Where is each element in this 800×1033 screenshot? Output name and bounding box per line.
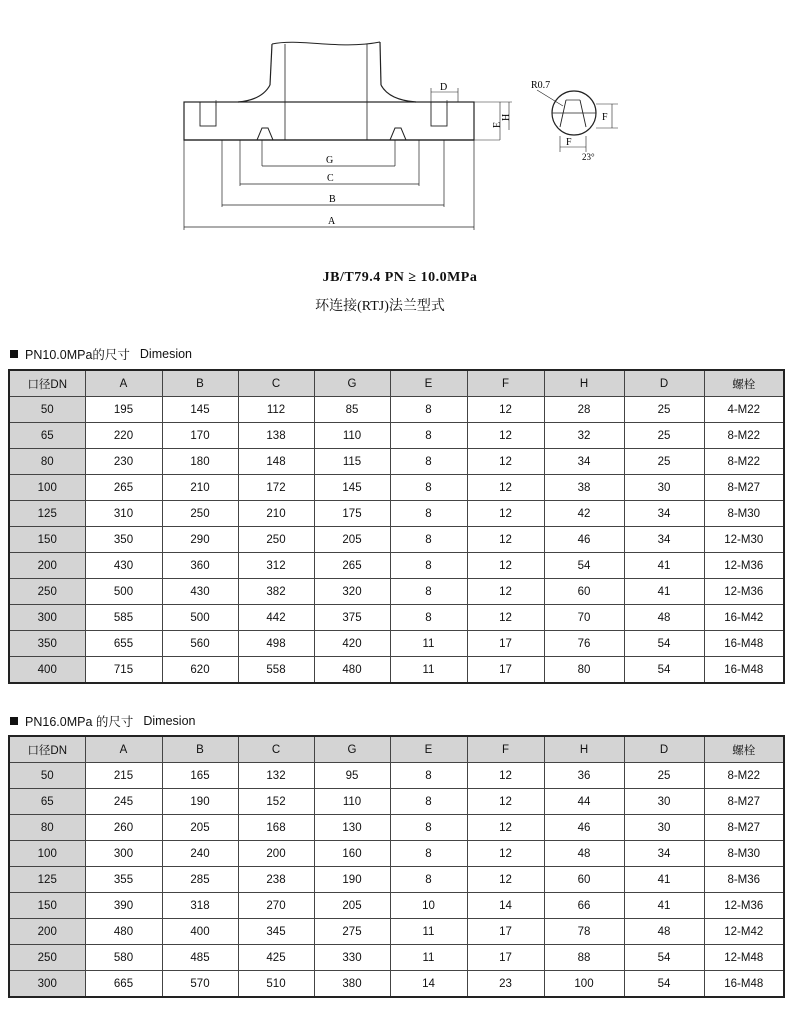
table-cell: 420 [314, 631, 390, 657]
table-cell: 34 [544, 449, 624, 475]
table-cell: 245 [85, 789, 162, 815]
table-cell: 160 [314, 841, 390, 867]
table-cell: 11 [390, 919, 467, 945]
table-row [9, 815, 784, 841]
flange-section-diagram [0, 0, 800, 250]
section-title-text: PN10.0MPa的尺寸 [25, 348, 130, 362]
column-header: A [85, 370, 162, 397]
table-cell: 250 [238, 527, 314, 553]
row-dn-cell: 150 [9, 527, 85, 553]
table-cell: 375 [314, 605, 390, 631]
table-cell: 12 [467, 475, 544, 501]
table-cell: 715 [85, 657, 162, 684]
table-cell: 46 [544, 527, 624, 553]
table-cell: 17 [467, 945, 544, 971]
table-cell: 8-M36 [704, 867, 784, 893]
table-cell: 138 [238, 423, 314, 449]
row-dn-cell: 50 [9, 763, 85, 789]
table-header-row [9, 736, 784, 763]
table-row [9, 919, 784, 945]
ring-label-r: R0.7 [531, 80, 551, 91]
table-cell: 265 [314, 553, 390, 579]
column-header: A [85, 736, 162, 763]
table-row [9, 893, 784, 919]
row-dn-cell: 80 [9, 449, 85, 475]
table-cell: 500 [85, 579, 162, 605]
standard-caption: JB/T79.4 PN ≥ 10.0MPa [322, 270, 478, 285]
table-cell: 16-M42 [704, 605, 784, 631]
table-cell: 25 [624, 449, 704, 475]
section-title-pn16 [10, 712, 195, 730]
table-cell: 88 [544, 945, 624, 971]
table-cell: 8 [390, 841, 467, 867]
table-cell: 430 [85, 553, 162, 579]
table-cell: 11 [390, 945, 467, 971]
dim-label-d: D [440, 82, 448, 93]
table-cell: 8 [390, 423, 467, 449]
table-cell: 48 [624, 919, 704, 945]
row-dn-cell: 100 [9, 841, 85, 867]
table-cell: 12 [467, 763, 544, 789]
row-dn-cell: 65 [9, 423, 85, 449]
column-header: C [238, 736, 314, 763]
table-cell: 115 [314, 449, 390, 475]
dim-label-e: E [492, 121, 503, 128]
table-cell: 54 [624, 631, 704, 657]
table-row [9, 945, 784, 971]
table-cell: 30 [624, 789, 704, 815]
table-row [9, 449, 784, 475]
table-cell: 8 [390, 501, 467, 527]
table-cell: 560 [162, 631, 238, 657]
table-cell: 180 [162, 449, 238, 475]
table-cell: 145 [314, 475, 390, 501]
table-cell: 210 [238, 501, 314, 527]
dim-label-c: C [327, 173, 334, 184]
row-dn-cell: 250 [9, 579, 85, 605]
table-row [9, 553, 784, 579]
column-header: G [314, 736, 390, 763]
table-cell: 480 [314, 657, 390, 684]
table-cell: 10 [390, 893, 467, 919]
table-cell: 16-M48 [704, 971, 784, 998]
table-cell: 41 [624, 867, 704, 893]
table-cell: 220 [85, 423, 162, 449]
section-subtitle: Dimesion [143, 714, 196, 728]
table-cell: 238 [238, 867, 314, 893]
table-row [9, 475, 784, 501]
table-cell: 190 [314, 867, 390, 893]
table-cell: 25 [624, 763, 704, 789]
table-cell: 12-M36 [704, 553, 784, 579]
table-cell: 30 [624, 475, 704, 501]
table-cell: 8 [390, 815, 467, 841]
dim-label-g: G [326, 155, 334, 166]
table-cell: 34 [624, 841, 704, 867]
table-cell: 8 [390, 605, 467, 631]
table-cell: 12 [467, 789, 544, 815]
table-cell: 500 [162, 605, 238, 631]
table-row [9, 971, 784, 998]
table-cell: 78 [544, 919, 624, 945]
table-row [9, 423, 784, 449]
table-cell: 275 [314, 919, 390, 945]
table-cell: 355 [85, 867, 162, 893]
table-cell: 8 [390, 527, 467, 553]
table-cell: 200 [238, 841, 314, 867]
table-cell: 17 [467, 631, 544, 657]
table-cell: 442 [238, 605, 314, 631]
column-header: F [467, 736, 544, 763]
table-cell: 12 [467, 579, 544, 605]
table-cell: 11 [390, 631, 467, 657]
table-cell: 41 [624, 579, 704, 605]
table-cell: 318 [162, 893, 238, 919]
table-cell: 558 [238, 657, 314, 684]
table-cell: 350 [85, 527, 162, 553]
table-cell: 8-M30 [704, 501, 784, 527]
table-cell: 12 [467, 553, 544, 579]
table-cell: 41 [624, 893, 704, 919]
table-cell: 14 [390, 971, 467, 998]
table-cell: 48 [544, 841, 624, 867]
ring-label-angle: 23° [582, 152, 595, 162]
table-row [9, 605, 784, 631]
row-dn-cell: 50 [9, 397, 85, 423]
table-cell: 34 [624, 501, 704, 527]
table-cell: 12-M48 [704, 945, 784, 971]
flange-type-caption: 环连接(RTJ)法兰型式 [315, 299, 445, 314]
table-cell: 12-M36 [704, 579, 784, 605]
table-cell: 12 [467, 423, 544, 449]
table-cell: 16-M48 [704, 657, 784, 684]
table-cell: 34 [624, 527, 704, 553]
table-cell: 400 [162, 919, 238, 945]
row-dn-cell: 400 [9, 657, 85, 684]
column-header: 螺栓 [704, 370, 784, 397]
table-cell: 38 [544, 475, 624, 501]
bullet-square-icon [10, 717, 18, 725]
table-cell: 285 [162, 867, 238, 893]
table-cell: 8 [390, 553, 467, 579]
row-dn-cell: 200 [9, 553, 85, 579]
table-cell: 12 [467, 397, 544, 423]
table-cell: 190 [162, 789, 238, 815]
table-cell: 100 [544, 971, 624, 998]
column-header: D [624, 370, 704, 397]
table-cell: 85 [314, 397, 390, 423]
table-cell: 25 [624, 397, 704, 423]
ring-label-f-bottom: F [566, 137, 572, 148]
table-cell: 17 [467, 919, 544, 945]
table-cell: 12 [467, 605, 544, 631]
table-cell: 310 [85, 501, 162, 527]
table-cell: 8 [390, 867, 467, 893]
table-cell: 46 [544, 815, 624, 841]
table-cell: 168 [238, 815, 314, 841]
table-cell: 620 [162, 657, 238, 684]
table-cell: 44 [544, 789, 624, 815]
table-cell: 580 [85, 945, 162, 971]
table-cell: 42 [544, 501, 624, 527]
row-dn-cell: 250 [9, 945, 85, 971]
row-dn-cell: 125 [9, 867, 85, 893]
table-cell: 16-M48 [704, 631, 784, 657]
table-row [9, 657, 784, 684]
table-cell: 12 [467, 841, 544, 867]
table-cell: 12 [467, 449, 544, 475]
table-cell: 195 [85, 397, 162, 423]
table-cell: 36 [544, 763, 624, 789]
table-cell: 8-M22 [704, 449, 784, 475]
table-cell: 41 [624, 553, 704, 579]
column-header: 螺栓 [704, 736, 784, 763]
pn10-dimension-table [8, 369, 785, 684]
table-cell: 95 [314, 763, 390, 789]
table-cell: 485 [162, 945, 238, 971]
table-cell: 32 [544, 423, 624, 449]
table-cell: 480 [85, 919, 162, 945]
table-cell: 12 [467, 815, 544, 841]
row-dn-cell: 100 [9, 475, 85, 501]
table-cell: 54 [624, 657, 704, 684]
table-cell: 175 [314, 501, 390, 527]
table-cell: 14 [467, 893, 544, 919]
table-cell: 48 [624, 605, 704, 631]
column-header: 口径DN [9, 736, 85, 763]
table-cell: 54 [544, 553, 624, 579]
table-cell: 498 [238, 631, 314, 657]
table-cell: 23 [467, 971, 544, 998]
table-cell: 11 [390, 657, 467, 684]
table-cell: 12-M42 [704, 919, 784, 945]
table-cell: 570 [162, 971, 238, 998]
table-cell: 60 [544, 579, 624, 605]
table-cell: 110 [314, 789, 390, 815]
table-row [9, 631, 784, 657]
table-cell: 12 [467, 867, 544, 893]
table-row [9, 501, 784, 527]
row-dn-cell: 200 [9, 919, 85, 945]
table-cell: 172 [238, 475, 314, 501]
table-cell: 320 [314, 579, 390, 605]
table-cell: 165 [162, 763, 238, 789]
table-cell: 80 [544, 657, 624, 684]
table-cell: 300 [85, 841, 162, 867]
table-cell: 132 [238, 763, 314, 789]
table-cell: 8-M27 [704, 789, 784, 815]
table-cell: 240 [162, 841, 238, 867]
table-cell: 8-M22 [704, 423, 784, 449]
table-cell: 585 [85, 605, 162, 631]
table-cell: 265 [85, 475, 162, 501]
bullet-square-icon [10, 350, 18, 358]
table-cell: 76 [544, 631, 624, 657]
table-cell: 250 [162, 501, 238, 527]
table-cell: 430 [162, 579, 238, 605]
table-header-row [9, 370, 784, 397]
table-cell: 110 [314, 423, 390, 449]
table-cell: 8 [390, 397, 467, 423]
table-cell: 4-M22 [704, 397, 784, 423]
row-dn-cell: 300 [9, 605, 85, 631]
table-cell: 8-M27 [704, 475, 784, 501]
row-dn-cell: 80 [9, 815, 85, 841]
table-row [9, 527, 784, 553]
table-cell: 30 [624, 815, 704, 841]
flange-drawing [0, 0, 800, 250]
table-cell: 215 [85, 763, 162, 789]
row-dn-cell: 300 [9, 971, 85, 998]
table-row [9, 789, 784, 815]
table-cell: 12 [467, 501, 544, 527]
table-cell: 230 [85, 449, 162, 475]
column-header: F [467, 370, 544, 397]
table-cell: 54 [624, 971, 704, 998]
table-cell: 12-M30 [704, 527, 784, 553]
table-cell: 8-M22 [704, 763, 784, 789]
table-cell: 665 [85, 971, 162, 998]
table-cell: 510 [238, 971, 314, 998]
dim-label-a: A [328, 216, 336, 227]
table-cell: 28 [544, 397, 624, 423]
column-header: H [544, 736, 624, 763]
column-header: E [390, 736, 467, 763]
column-header: E [390, 370, 467, 397]
table-cell: 425 [238, 945, 314, 971]
row-dn-cell: 150 [9, 893, 85, 919]
column-header: C [238, 370, 314, 397]
table-row [9, 397, 784, 423]
table-cell: 170 [162, 423, 238, 449]
table-cell: 382 [238, 579, 314, 605]
column-header: 口径DN [9, 370, 85, 397]
row-dn-cell: 125 [9, 501, 85, 527]
table-cell: 25 [624, 423, 704, 449]
row-dn-cell: 65 [9, 789, 85, 815]
table-cell: 8-M30 [704, 841, 784, 867]
table-cell: 70 [544, 605, 624, 631]
table-cell: 345 [238, 919, 314, 945]
section-title-text: PN16.0MPa 的尺寸 [25, 715, 134, 729]
table-cell: 60 [544, 867, 624, 893]
table-cell: 290 [162, 527, 238, 553]
table-cell: 390 [85, 893, 162, 919]
table-cell: 8 [390, 789, 467, 815]
table-cell: 112 [238, 397, 314, 423]
table-cell: 12 [467, 527, 544, 553]
table-cell: 260 [85, 815, 162, 841]
ring-label-f-side: F [602, 112, 608, 123]
row-dn-cell: 350 [9, 631, 85, 657]
table-cell: 17 [467, 657, 544, 684]
table-cell: 8-M27 [704, 815, 784, 841]
table-cell: 54 [624, 945, 704, 971]
table-cell: 8 [390, 579, 467, 605]
dim-label-h: H [501, 113, 512, 121]
column-header: G [314, 370, 390, 397]
table-cell: 130 [314, 815, 390, 841]
column-header: B [162, 370, 238, 397]
dim-label-b: B [329, 194, 336, 205]
table-cell: 8 [390, 763, 467, 789]
section-title-pn10 [10, 345, 192, 363]
table-cell: 360 [162, 553, 238, 579]
column-header: D [624, 736, 704, 763]
section-subtitle: Dimesion [139, 347, 193, 361]
table-cell: 152 [238, 789, 314, 815]
table-cell: 148 [238, 449, 314, 475]
table-cell: 12-M36 [704, 893, 784, 919]
column-header: B [162, 736, 238, 763]
table-cell: 66 [544, 893, 624, 919]
table-cell: 8 [390, 449, 467, 475]
table-cell: 380 [314, 971, 390, 998]
table-row [9, 579, 784, 605]
table-row [9, 867, 784, 893]
table-cell: 210 [162, 475, 238, 501]
table-row [9, 841, 784, 867]
table-cell: 270 [238, 893, 314, 919]
table-cell: 330 [314, 945, 390, 971]
table-row [9, 763, 784, 789]
column-header: H [544, 370, 624, 397]
table-cell: 205 [314, 527, 390, 553]
table-cell: 655 [85, 631, 162, 657]
table-cell: 8 [390, 475, 467, 501]
table-cell: 145 [162, 397, 238, 423]
table-cell: 205 [314, 893, 390, 919]
pn16-dimension-table [8, 735, 785, 998]
table-cell: 312 [238, 553, 314, 579]
table-cell: 205 [162, 815, 238, 841]
